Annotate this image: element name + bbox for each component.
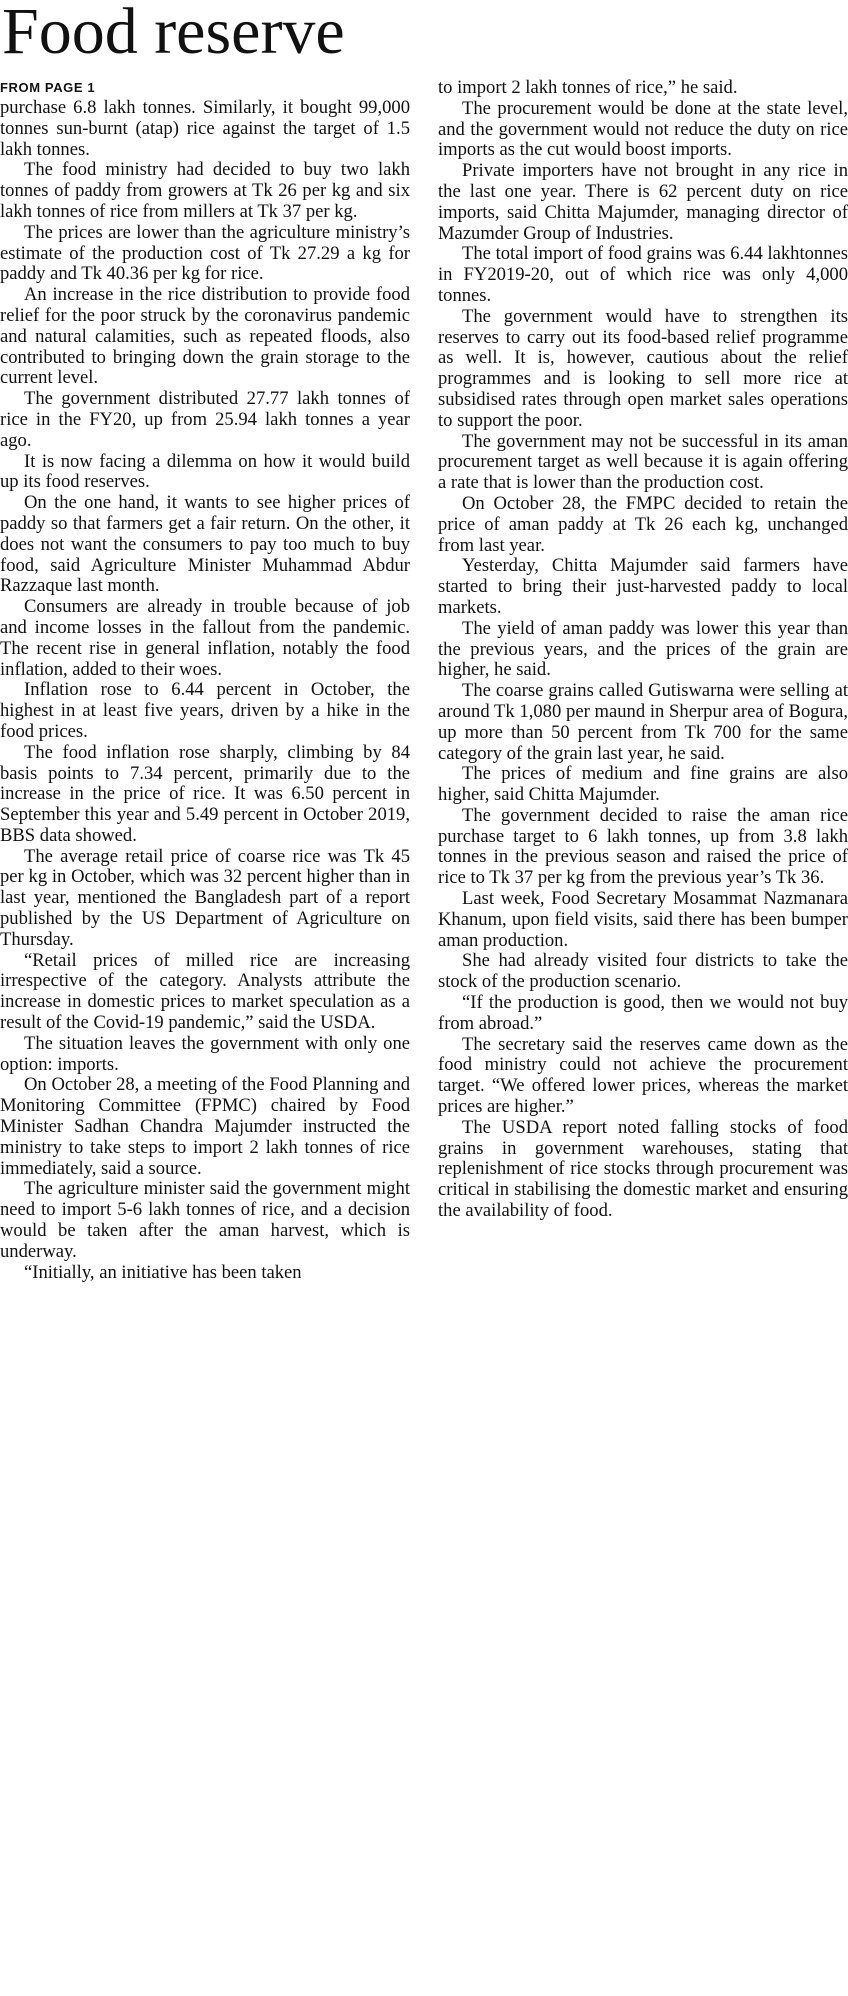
paragraph: The food inflation rose sharply, climbing by 84 basis points to 7.34 percent, primarily due to the increase in the price of rice. It was 6.50 percent in September this year and 5.49 percent in October 2019, BBS data showed. bbox=[0, 741, 410, 846]
paragraph: The food ministry had decided to buy two lakh tonnes of paddy from growers at Tk 26 per kg and six lakh tonnes of rice from millers at Tk 37 per kg. bbox=[0, 159, 410, 222]
paragraph: The government distributed 27.77 lakh tonnes of rice in the FY20, up from 25.94 lakh tonnes a year ago. bbox=[0, 388, 410, 451]
paragraph: The government would have to strengthen its reserves to carry out its food-based relief programme as well. It is, however, cautious about the relief programmes and is looking to sell more rice at subsidised rates through open market sales operations to support the poor. bbox=[438, 305, 848, 431]
paragraph: The government decided to raise the aman rice purchase target to 6 lakh tonnes, up from 3.8 lakh tonnes in the previous season and raised the price of rice to Tk 37 per kg from the previous year’s Tk 36. bbox=[438, 804, 848, 889]
paragraph: An increase in the rice distribution to provide food relief for the poor struck by the coronavirus pandemic and natural calamities, such as repeated floods, also contributed to bringing down the grain storage to the current level. bbox=[0, 284, 410, 389]
paragraph: The procurement would be done at the state level, and the government would not reduce the duty on rice imports as the cut would boost imports. bbox=[438, 97, 848, 161]
paragraph: She had already visited four districts to take the stock of the production scenario. bbox=[438, 950, 848, 993]
paragraph: The average retail price of coarse rice was Tk 45 per kg in October, which was 32 percent higher than in last year, mentioned the Bangladesh part of a report published by the US Department of Agriculture on Thursday. bbox=[0, 845, 410, 950]
paragraph: On October 28, a meeting of the Food Planning and Monitoring Committee (FPMC) chaired by Food Minister Sadhan Chandra Majumder instructed the ministry to take steps to import 2 lakh tonnes of rice immediately, said a source. bbox=[0, 1074, 410, 1179]
paragraph: Consumers are already in trouble because of job and income losses in the fallout from the pandemic. The recent rise in general inflation, notably the food inflation, added to their woes. bbox=[0, 596, 410, 680]
left-column bbox=[0, 78, 410, 1283]
paragraph: The government may not be successful in its aman procurement target as well because it is again offering a rate that is lower than the production cost. bbox=[438, 430, 848, 494]
paragraph: to import 2 lakh tonnes of rice,” he said. bbox=[438, 77, 738, 98]
headline: Food reserve bbox=[2, 0, 345, 68]
paragraph: The secretary said the reserves came down as the food ministry could not achieve the procurement target. “We offered lower prices, whereas the market prices are higher.” bbox=[438, 1033, 848, 1118]
paragraph: purchase 6.8 lakh tonnes. Similarly, it bought 99,000 tonnes sun-burnt (atap) rice against the target of 1.5 lakh tonnes. bbox=[0, 97, 410, 160]
paragraph: The prices of medium and fine grains are also higher, said Chitta Majumder. bbox=[438, 763, 848, 806]
paragraph: The agriculture minister said the government might need to import 5-6 lakh tonnes of rice, and a decision would be taken after the aman harvest, which is underway. bbox=[0, 1178, 410, 1262]
paragraph: The coarse grains called Gutiswarna were selling at around Tk 1,080 per maund in Sherpur area of Bogura, up more than 50 percent from Tk 700 for the same category of the grain last year, he said. bbox=[438, 680, 848, 764]
paragraph: “If the production is good, then we would not buy from abroad.” bbox=[438, 992, 848, 1034]
paragraph: Inflation rose to 6.44 percent in October, the highest in at least five years, driven by a hike in the food prices. bbox=[0, 679, 410, 742]
article-body bbox=[0, 78, 848, 1996]
paragraph: Private importers have not brought in any rice in the last one year. There is 62 percent duty on rice imports, said Chitta Majumder, managing director of Mazumder Group of Industries. bbox=[438, 160, 848, 244]
paragraph: “Retail prices of milled rice are increasing irrespective of the category. Analysts attribute the increase in domestic prices to market speculation as a result of the Covid-19 pandemic,” said the USDA. bbox=[0, 949, 410, 1034]
continuation-kicker: FROM PAGE 1 bbox=[0, 80, 96, 95]
right-column bbox=[438, 78, 848, 1222]
paragraph: The situation leaves the government with only one option: imports. bbox=[0, 1032, 410, 1075]
paragraph: The total import of food grains was 6.44 lakhtonnes in FY2019-20, out of which rice was only 4,000 tonnes. bbox=[438, 243, 848, 306]
paragraph: The yield of aman paddy was lower this year than the previous years, and the prices of the grain are higher, he said. bbox=[438, 617, 848, 681]
paragraph: It is now facing a dilemma on how it would build up its food reserves. bbox=[0, 450, 410, 493]
paragraph: Last week, Food Secretary Mosammat Nazmanara Khanum, upon field visits, said there has been bumper aman production. bbox=[438, 888, 848, 951]
paragraph: On the one hand, it wants to see higher prices of paddy so that farmers get a fair return. On the other, it does not want the consumers to pay too much to buy food, said Agriculture Minister Muhammad Abdur Razzaque last month. bbox=[0, 492, 410, 597]
paragraph: “Initially, an initiative has been taken bbox=[24, 1261, 302, 1283]
paragraph: The USDA report noted falling stocks of food grains in government warehouses, stating that replenishment of rice stocks through procurement was critical in stabilising the domestic market and ensuring the availability of food. bbox=[438, 1116, 848, 1222]
paragraph: Yesterday, Chitta Majumder said farmers have started to bring their just-harvested paddy to local markets. bbox=[438, 555, 848, 618]
paragraph: The prices are lower than the agriculture ministry’s estimate of the production cost of Tk 27.29 a kg for paddy and Tk 40.36 per kg for rice. bbox=[0, 221, 410, 285]
paragraph: On October 28, the FMPC decided to retain the price of aman paddy at Tk 26 each kg, unchanged from last year. bbox=[438, 492, 848, 556]
